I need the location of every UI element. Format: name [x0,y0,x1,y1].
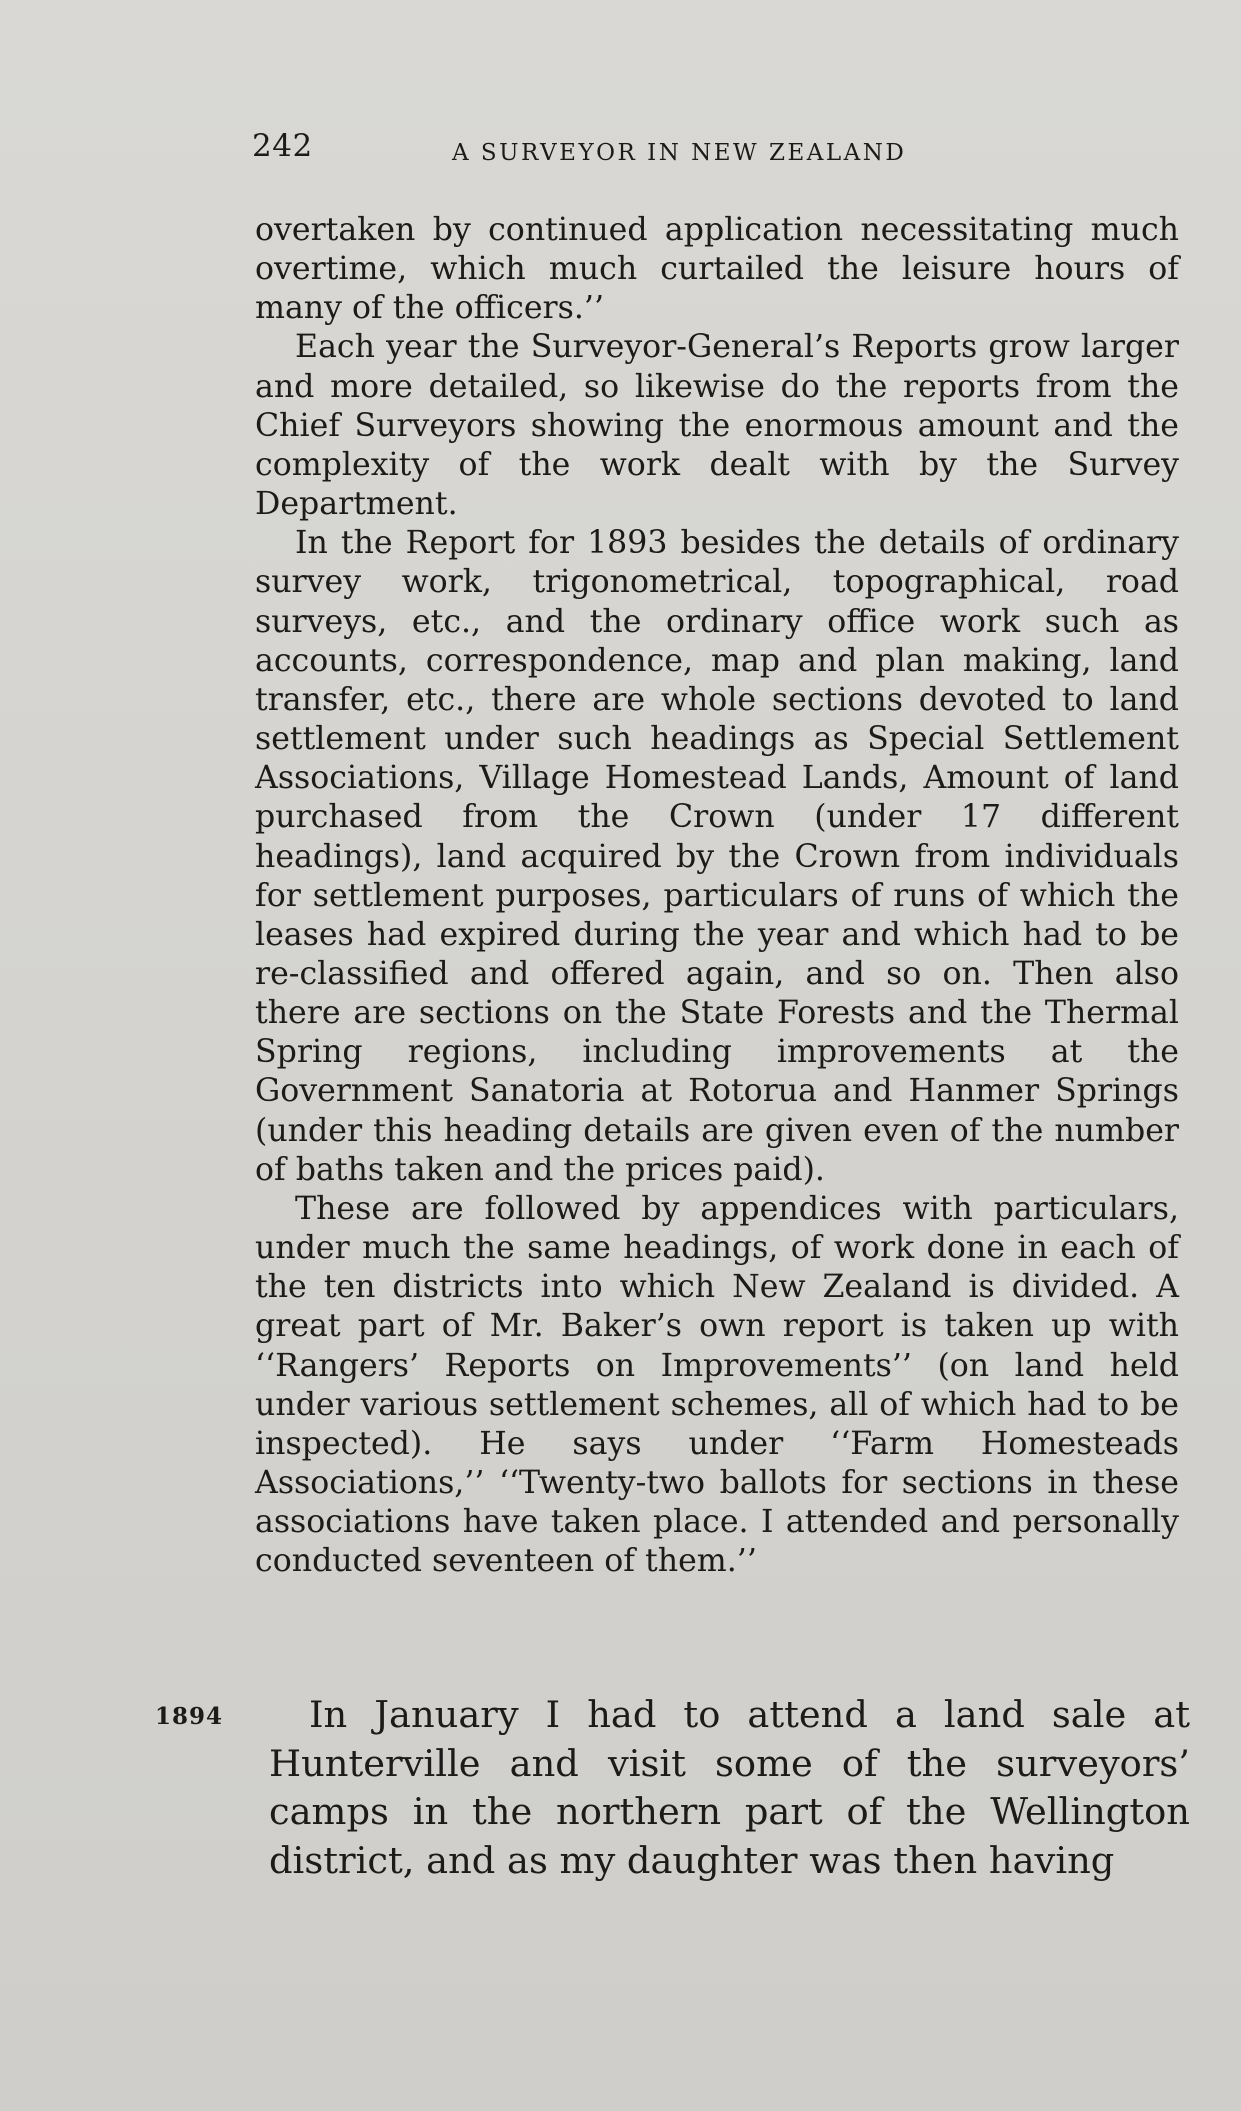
page-header [252,128,1182,174]
year-section-text [269,1691,1190,1885]
page-number: 242 [252,128,313,164]
margin-year-note: 1894 [155,1703,224,1730]
body-text [255,211,1179,1581]
paragraph: In January I had to attend a land sale at Hunterville and visit some of the surveyors’ camps in the northern part of the Wellington district, and as my daughter was then having [269,1693,1190,1882]
paragraph: These are followed by appendices with particulars, under much the same headings, of work done in each of the ten districts into which New Zealand is divided. A great part of Mr. Baker’s own report is taken up with ‘‘Rangers’ Reports on Improvements’’ (on land held under various settlement schemes, all of which had to be inspected). He says under ‘‘Farm Homesteads Associations,’’ ‘‘Twenty-two ballots for sections in these associations have taken place. I attended and personally conducted seventeen of them.’’ [255,1190,1179,1580]
paragraph: In the Report for 1893 besides the details of ordinary survey work, trigonometrical, topographical, road surveys, etc., and the ordinary office work such as accounts, correspondence, map and plan making, land transfer, etc., there are whole sections devoted to land settlement under such headings as Special Settlement Associations, Village Homestead Lands, Amount of land purchased from the Crown (under 17 different headings), land acquired by the Crown from individuals for settlement purposes, particulars of runs of which the leases had expired during the year and which had to be re-classified and offered again, and so on. Then also there are sections on the State Forests and the Thermal Spring regions, including improvements at the Government Sanatoria at Rotorua and Hanmer Springs (under this heading details are given even of the number of baths taken and the prices paid). [255,525,1179,1188]
paragraph-continued: overtaken by continued application necessitating much overtime, which much curtailed the leisure hours of many of the officers.’’ [255,212,1179,327]
paragraph: Each year the Surveyor-General’s Reports grow larger and more detailed, so likewise do the reports from the Chief Surveyors showing the enormous amount and the complexity of the work dealt with by the Survey Department. [255,329,1179,523]
running-head: A SURVEYOR IN NEW ZEALAND [452,140,907,166]
